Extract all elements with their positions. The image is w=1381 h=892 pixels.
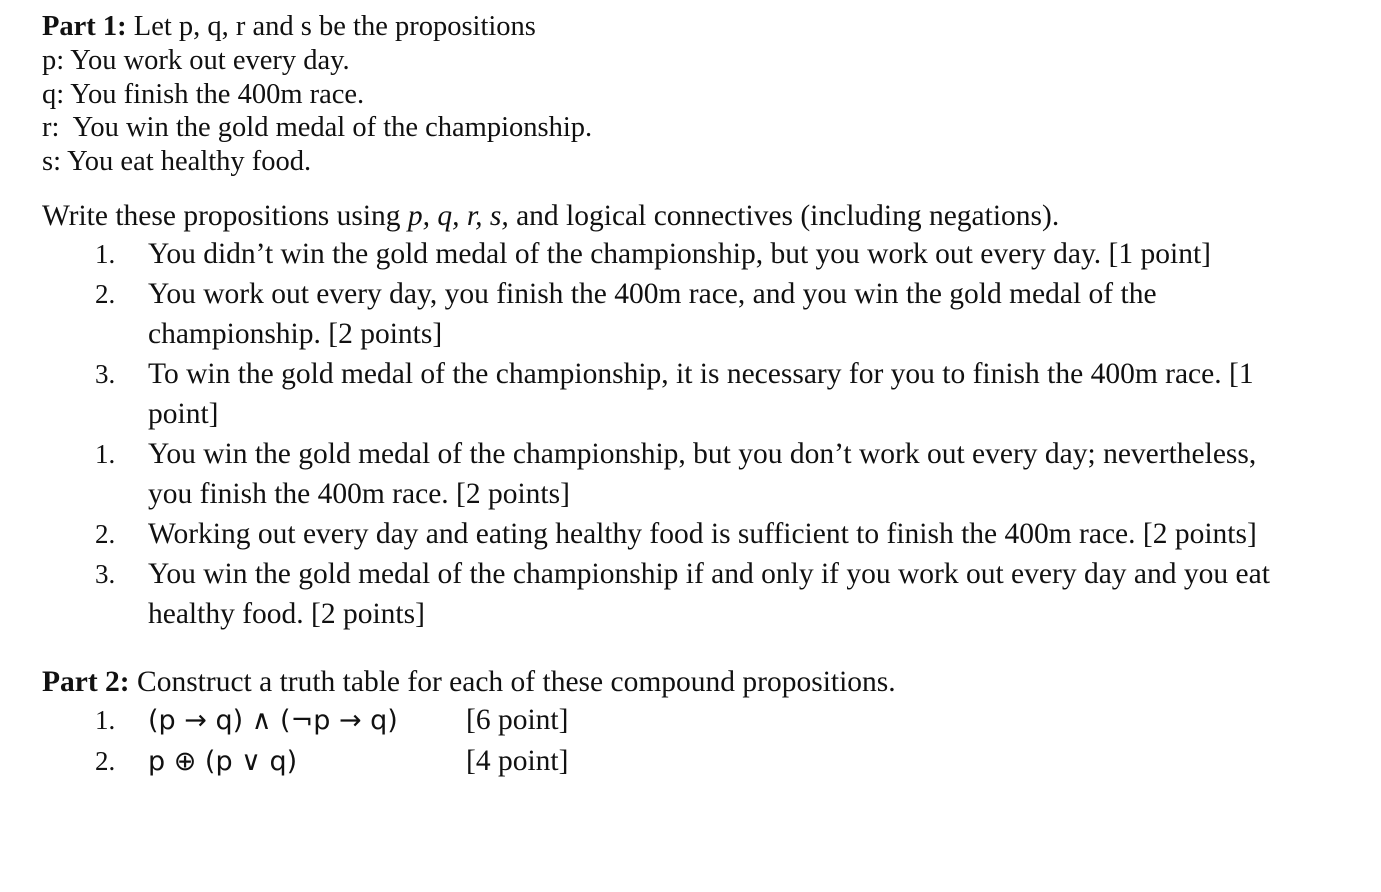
list-item xyxy=(42,514,1278,554)
item-number: 2. xyxy=(95,518,116,549)
list-item xyxy=(42,354,1278,434)
part1-heading: Part 1: xyxy=(42,11,127,42)
item-number: 3. xyxy=(95,558,116,589)
item-text: To win the gold medal of the championship, it is necessary for you to finish the 400m race. [1 point] xyxy=(148,357,1254,430)
list-item xyxy=(42,434,1278,514)
part2-heading-text: Construct a truth table for each of these compound propositions. xyxy=(137,665,896,698)
item-text: You win the gold medal of the championship, but you don’t work out every day; nevertheless, you finish the 400m race. [2 points] xyxy=(148,437,1257,510)
item-number: 1. xyxy=(95,438,116,469)
truth-table-item xyxy=(42,741,1362,782)
proposition-s: s: You eat healthy food. xyxy=(42,146,312,178)
part1-header xyxy=(42,10,1362,44)
intro-before: Write these propositions using xyxy=(42,199,408,232)
item-text: Working out every day and eating healthy food is sufficient to finish the 400m race. [2 points] xyxy=(148,517,1257,550)
compound-proposition: (p → q) ∧ (¬p → q) xyxy=(148,704,398,736)
part2-heading: Part 2: xyxy=(42,665,130,698)
list-item xyxy=(42,274,1278,354)
part1-question-list xyxy=(42,234,1362,634)
item-number: 1. xyxy=(95,704,116,735)
list-item xyxy=(42,554,1278,634)
document-page xyxy=(42,10,1362,782)
item-number: 3. xyxy=(95,358,116,389)
item-text: You win the gold medal of the championship if and only if you work out every day and you eat healthy food. [2 points] xyxy=(148,557,1270,630)
part2-header xyxy=(42,664,1362,700)
part1-section xyxy=(42,10,1362,634)
points-label: [6 point] xyxy=(466,703,569,736)
compound-proposition: p ⊕ (p ∨ q) xyxy=(148,745,298,777)
item-number: 2. xyxy=(95,745,116,776)
intro-after: and logical connectives (including negations). xyxy=(508,199,1060,232)
proposition-p: p: You work out every day. xyxy=(42,44,350,76)
item-number: 2. xyxy=(95,278,116,309)
proposition-q: q: You finish the 400m race. xyxy=(42,78,365,110)
points-label: [4 point] xyxy=(466,744,569,777)
truth-table-item xyxy=(42,700,1362,741)
intro-variables: p, q, r, s, xyxy=(407,199,509,232)
item-text: You work out every day, you finish the 400m race, and you win the gold medal of the championship. [2 points] xyxy=(148,277,1157,350)
list-item xyxy=(42,234,1278,274)
part1-heading-text: Let p, q, r and s be the propositions xyxy=(133,11,536,42)
proposition-r: r: You win the gold medal of the championship. xyxy=(42,112,593,144)
item-number: 1. xyxy=(95,238,116,269)
part2-section xyxy=(42,664,1362,782)
item-text: You didn’t win the gold medal of the championship, but you work out every day. [1 point] xyxy=(148,237,1211,270)
part1-instructions xyxy=(42,198,1362,234)
